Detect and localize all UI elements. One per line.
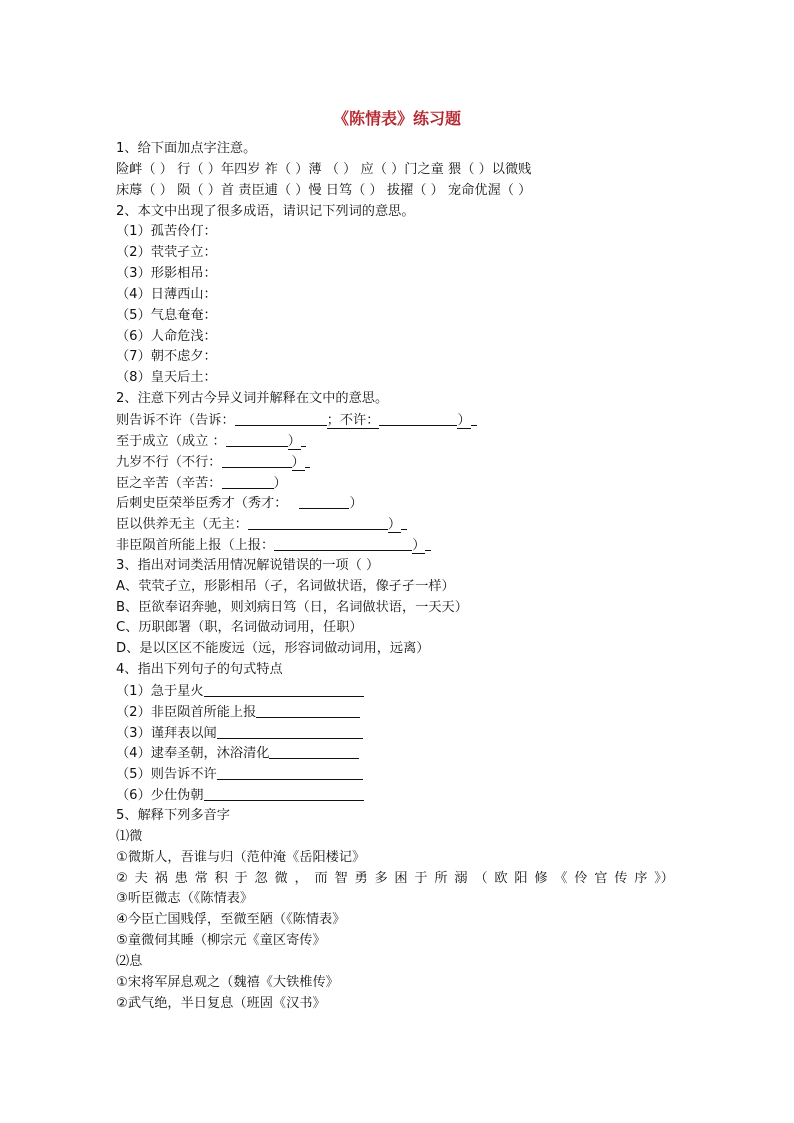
answer-blank[interactable] [235, 410, 327, 426]
glyph: 修 [534, 870, 548, 886]
q4-heading: 4、指出下列句子的句式特点 [116, 662, 283, 678]
word-close: ） [291, 454, 305, 470]
q2b-heading: 2、注意下列古今异义词并解释在文中的意思。 [116, 391, 389, 407]
word-prompt: 九岁不行（不行： [116, 454, 222, 470]
glyph: ， [294, 870, 308, 886]
glyph: 夫 [134, 870, 148, 886]
word-item [116, 431, 696, 452]
answer-blank[interactable] [256, 702, 360, 718]
glyph: 序 [634, 870, 648, 886]
glyph: 于 [414, 870, 428, 886]
answer-blank[interactable] [217, 764, 363, 780]
sentence-text: （6）少仕伪朝 [116, 788, 204, 804]
word-prompt: 臣之辛苦（辛苦： [116, 475, 222, 491]
example-sentence: ④今臣亡国贱俘，至微至陋（《陈情表》 [116, 912, 346, 928]
answer-blank[interactable] [217, 723, 363, 739]
word-item [116, 514, 696, 535]
glyph: 《 [554, 870, 568, 886]
glyph: 智 [334, 870, 348, 886]
answer-blank[interactable] [248, 514, 388, 530]
word-item [116, 410, 696, 431]
answer-blank[interactable] [379, 410, 457, 426]
q3-option-d: D、是以区区不能废远（远，形容词做动词用，远离） [116, 641, 430, 657]
example-sentence: ①微斯人，吾谁与归（范仲淹《岳阳楼记》 [116, 849, 366, 865]
glyph: 传 [614, 870, 628, 886]
glyph: 阳 [514, 870, 528, 886]
idiom-item: （3）形影相吊： [116, 266, 217, 282]
glyph: 溺 [454, 870, 468, 886]
sentence-item [116, 702, 696, 723]
example-sentence: ①宋将军屏息观之（魏禧《大铁椎传》 [116, 974, 339, 990]
idiom-item: （5）气息奄奄： [116, 307, 217, 323]
glyph: ② [116, 870, 128, 886]
glyph: 常 [194, 870, 208, 886]
sentence-text: （3）谨拜表以闻 [116, 725, 217, 741]
glyph: 于 [234, 870, 248, 886]
sentence-text: （1）急于星火 [116, 683, 204, 699]
q3-option-a: A、茕茕孑立，形影相吊（孑，名词做状语，像孑孑一样） [116, 578, 455, 594]
idiom-item: （8）皇天后土： [116, 370, 217, 386]
q3-option-c: C、历职郎署（职，名词做动词用，任职） [116, 620, 363, 636]
glyph: 》） [654, 870, 674, 886]
word-item [116, 535, 696, 556]
answer-blank[interactable] [222, 452, 292, 468]
example-sentence: ②武气绝，半日复息（班固《汉书》 [116, 995, 326, 1011]
q3-option-b: B、臣欲奉诏奔驰，则刘病日笃（日，名词做状语，一天天） [116, 599, 468, 615]
exercise-body [116, 139, 696, 1014]
glyph: 欧 [494, 870, 508, 886]
glyph: 伶 [574, 870, 588, 886]
word-prompt: ；不许： [326, 412, 380, 428]
word-item [116, 452, 696, 473]
example-sentence: ③听臣微志（《陈情表》 [116, 891, 254, 907]
page-title: 《陈情表》练习题 [332, 109, 461, 128]
q2a-heading: 2、本文中出现了很多成语，请识记下列词的意思。 [116, 203, 415, 219]
q5-subheading: ⑴微 [116, 828, 143, 844]
sentence-item [116, 764, 696, 785]
word-close: ） [387, 517, 402, 533]
sentence-text: （2）非臣陨首所能上报 [116, 704, 257, 720]
q1-heading: 1、给下面加点字注意。 [116, 141, 257, 156]
word-close: ） [287, 433, 301, 449]
word-item [116, 473, 696, 494]
word-prompt: 至于成立（成立 ： [116, 433, 226, 449]
answer-blank[interactable] [204, 785, 364, 801]
sentence-item [116, 785, 696, 806]
sentence-item [116, 681, 696, 702]
idiom-item: （7）朝不虑夕： [116, 349, 217, 365]
q5-heading: 5、解释下列多音字 [116, 808, 230, 823]
idiom-item: （6）人命危浅： [116, 328, 217, 344]
glyph: 困 [394, 870, 408, 886]
glyph: 忽 [254, 870, 268, 886]
word-close: ） [457, 412, 471, 428]
glyph: 官 [594, 870, 608, 886]
example-sentence-justified [116, 869, 674, 890]
glyph: 所 [434, 870, 448, 886]
sentence-text: （4）逮奉圣朝，沐浴清化 [116, 746, 270, 762]
q1-row-1: 险衅（ ） 行（ ）年四岁 祚（ ）薄 （ ） 应（ ）门之童 猥（ ）以微贱 [116, 161, 532, 177]
sentence-item [116, 743, 696, 764]
glyph: （ [474, 870, 488, 886]
idiom-item: （1）孤苦伶仃： [116, 224, 217, 240]
answer-blank[interactable] [425, 535, 431, 551]
glyph: 而 [314, 870, 328, 886]
idiom-item: （2）茕茕孑立： [116, 245, 217, 261]
glyph: 患 [174, 870, 188, 886]
word-item [116, 493, 696, 514]
example-sentence: ⑤童微伺其睡（柳宗元《童区寄传》 [116, 933, 326, 949]
answer-blank[interactable] [204, 681, 364, 697]
q1-row-2: 床蓐（ ） 陨（ ）首 责臣逋（ ）慢 日笃（ ） 拔擢（ ） 宠命优渥（ ） [116, 182, 532, 198]
idiom-item: （4）日薄西山： [116, 286, 217, 302]
answer-blank[interactable] [401, 514, 407, 530]
glyph: 勇 [354, 870, 368, 886]
sentence-item [116, 723, 696, 744]
word-close: ） [273, 475, 287, 491]
sentence-text: （5）则告诉不许 [116, 767, 217, 783]
word-prompt: 非臣陨首所能上报（上报： [116, 538, 275, 554]
glyph: 多 [374, 870, 388, 886]
answer-blank[interactable] [226, 431, 288, 447]
answer-blank[interactable] [222, 473, 274, 489]
word-prompt: 则告诉不许（告诉： [116, 412, 235, 428]
answer-blank[interactable] [471, 410, 477, 426]
glyph: 祸 [154, 870, 168, 886]
q3-heading: 3、指出对词类活用情况解说错误的一项（ ） [116, 557, 380, 573]
glyph: 微 [274, 870, 288, 886]
answer-blank[interactable] [269, 743, 359, 759]
answer-blank[interactable] [274, 535, 412, 551]
answer-blank[interactable] [305, 452, 310, 468]
word-prompt: 臣以供养无主（无主： [116, 517, 248, 533]
word-close: ） [412, 538, 426, 554]
answer-blank[interactable] [299, 493, 349, 509]
glyph: 积 [214, 870, 228, 886]
word-prompt: 后刺史臣荣举臣秀才（秀才： [116, 496, 288, 512]
word-close: ） [349, 496, 363, 512]
answer-blank[interactable] [301, 431, 306, 447]
q5-subheading: ⑵息 [116, 953, 143, 969]
